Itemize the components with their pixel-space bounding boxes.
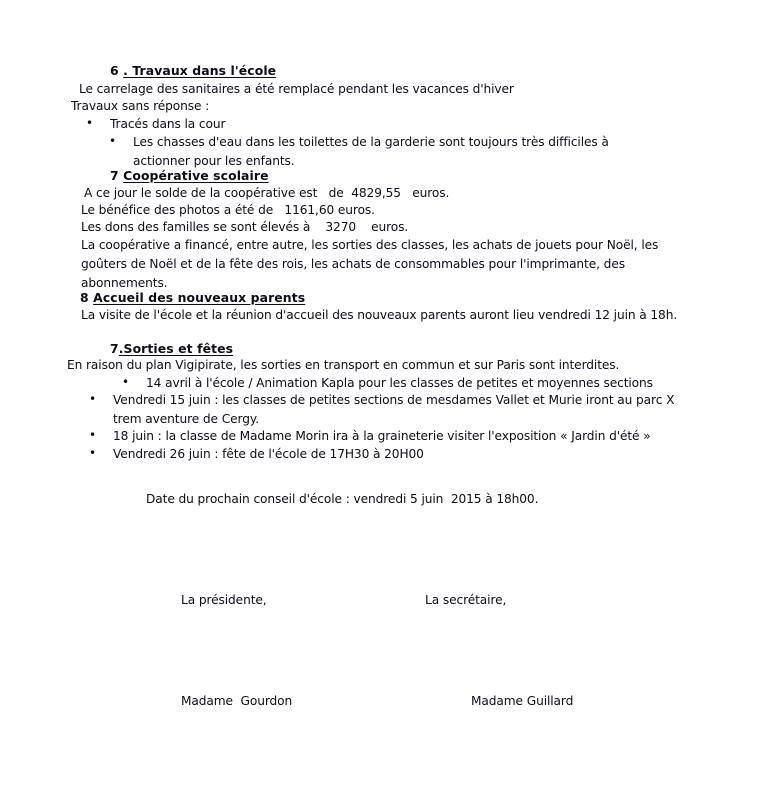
section-number-8: 8 [80, 290, 94, 305]
coop-line-benefice: Le bénéfice des photos a été de 1161,60 euros. [81, 203, 375, 217]
bullet-dot-icon [89, 445, 96, 462]
bullet-dot-icon [86, 115, 93, 132]
section-heading-accueil [80, 289, 305, 306]
section-title-cooperative: Coopérative scolaire [123, 168, 269, 183]
next-meeting-date-line: Date du prochain conseil d'école : vendredi 5 juin 2015 à 18h00. [146, 492, 539, 506]
coop-line-solde: A ce jour le solde de la coopérative est de 4829,55 euros. [84, 186, 450, 200]
section-title-accueil: Accueil des nouveaux parents [93, 290, 306, 305]
sorties-item-1-text: Vendredi 15 juin : les classes de petites sections de mesdames Vallet et Murie iront au parc X trem aventure de Cergy. [113, 393, 675, 426]
travaux-line-carrelage: Le carrelage des sanitaires a été remplacé pendant les vacances d'hiver [79, 82, 514, 96]
section-heading-cooperative [110, 167, 269, 184]
signature-role-president: La présidente, [181, 593, 267, 607]
signature-name-president: Madame Gourdon [181, 694, 293, 708]
section-number-6: 6 [110, 63, 124, 78]
section-title-sorties: .Sorties et fêtes [118, 341, 234, 356]
section-number-7-coop: 7 [110, 168, 124, 183]
section-heading-sorties [110, 340, 233, 357]
sorties-item-3-text: Vendredi 26 juin : fête de l'école de 17H30 à 20H00 [113, 447, 424, 461]
sorties-item-2-text: 18 juin : la classe de Madame Morin ira à la graineterie visiter l'exposition « Jardin d'été » [113, 429, 651, 443]
coop-line-dons: Les dons des familles se sont élevés à 3270 euros. [81, 220, 409, 234]
bullet-dot-icon [89, 427, 96, 444]
travaux-line-sans-reponse: Travaux sans réponse : [71, 99, 210, 113]
coop-paragraph-financement: La coopérative a financé, entre autre, les sorties des classes, les achats de jouets pour Noël, les goûters de Noël et de la fête des rois, les achats de consommables pour l'imprimante, des abonnements. [81, 238, 659, 290]
signature-name-secretary: Madame Guillard [471, 694, 574, 708]
accueil-line-visite: La visite de l'école et la réunion d'accueil des nouveaux parents auront lieu vendredi 12 juin à 18h. [81, 308, 678, 322]
sorties-line-vigipirate: En raison du plan Vigipirate, les sorties en transport en commun et sur Paris sont interdites. [67, 358, 620, 372]
bullet-dot-icon [89, 391, 96, 408]
section-number-7-sorties: 7 [110, 341, 119, 356]
travaux-bullet-2-text: Les chasses d'eau dans les toilettes de la garderie sont toujours très difficiles à actionner pour les enfants. [133, 135, 609, 168]
sorties-item-0-text: 14 avril à l'école / Animation Kapla pour les classes de petites et moyennes sections [146, 376, 653, 390]
signature-role-secretary: La secrétaire, [425, 593, 507, 607]
bullet-dot-icon [122, 374, 129, 391]
bullet-dot-icon [109, 133, 116, 150]
section-title-travaux: . Travaux dans l'école [123, 63, 277, 78]
travaux-bullet-1-text: Tracés dans la cour [110, 117, 226, 131]
section-heading-travaux [110, 62, 276, 79]
